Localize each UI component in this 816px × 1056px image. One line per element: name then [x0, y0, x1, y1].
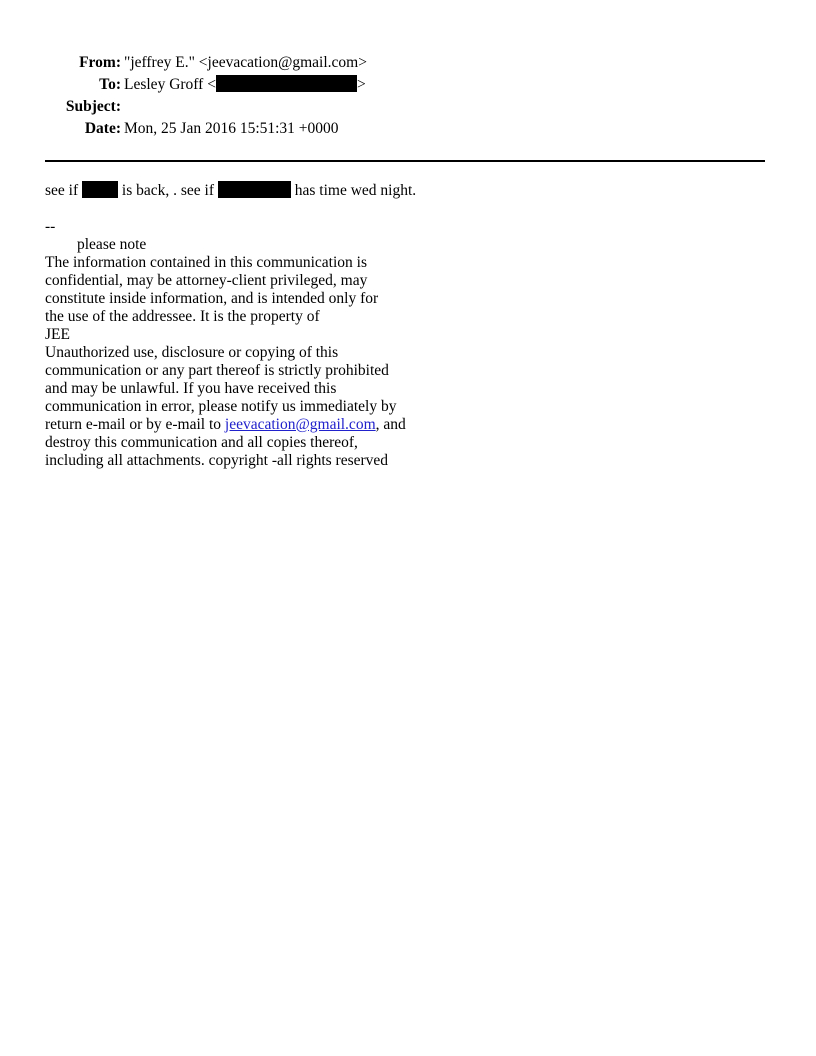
message-body: [45, 181, 416, 201]
redaction-box: [82, 181, 118, 198]
header-divider: [45, 160, 765, 162]
disclaimer-line: Unauthorized use, disclosure or copying of this: [45, 344, 339, 361]
date-value: Mon, 25 Jan 2016 15:51:31 +0000: [124, 120, 339, 137]
disclaimer-block: [45, 254, 465, 470]
date-row: [0, 119, 816, 141]
disclaimer-line: JEE: [45, 326, 70, 343]
redaction-box: [218, 181, 291, 198]
to-row: [0, 75, 816, 97]
body-text-2: is back, . see if: [121, 182, 214, 199]
disclaimer-line-suffix: , and: [375, 416, 406, 433]
email-link[interactable]: jeevacation@gmail.com: [224, 416, 376, 433]
signature-separator: --: [45, 218, 56, 235]
disclaimer-line: communication in error, please notify us immediately by: [45, 398, 397, 415]
subject-label: Subject:: [65, 98, 121, 115]
subject-row: [0, 97, 816, 119]
redaction-box: [216, 75, 357, 92]
disclaimer-line: [45, 416, 465, 434]
body-text-3: has time wed night.: [294, 182, 417, 199]
from-value: "jeffrey E." <jeevacation@gmail.com>: [124, 54, 367, 71]
disclaimer-line-prefix: return e-mail or by e-mail to: [45, 416, 225, 433]
disclaimer-line: including all attachments. copyright -all rights reserved: [45, 452, 389, 469]
email-header: [0, 53, 816, 141]
to-label: To:: [99, 76, 121, 93]
from-label: From:: [79, 54, 121, 71]
disclaimer-line: constitute inside information, and is intended only for: [45, 290, 379, 307]
date-label: Date:: [84, 120, 121, 137]
body-text-1: see if: [45, 182, 79, 199]
from-row: [0, 53, 816, 75]
disclaimer-line: destroy this communication and all copies thereof,: [45, 434, 358, 451]
signature-note: please note: [77, 236, 147, 253]
disclaimer-line: confidential, may be attorney-client privileged, may: [45, 272, 368, 289]
to-suffix: >: [356, 76, 366, 93]
disclaimer-line: The information contained in this communication is: [45, 254, 367, 271]
to-value: [124, 75, 366, 95]
to-prefix: Lesley Groff <: [124, 76, 216, 93]
disclaimer-line: communication or any part thereof is strictly prohibited: [45, 362, 389, 379]
disclaimer-line: the use of the addressee. It is the property of: [45, 308, 320, 325]
disclaimer-line: and may be unlawful. If you have received this: [45, 380, 337, 397]
